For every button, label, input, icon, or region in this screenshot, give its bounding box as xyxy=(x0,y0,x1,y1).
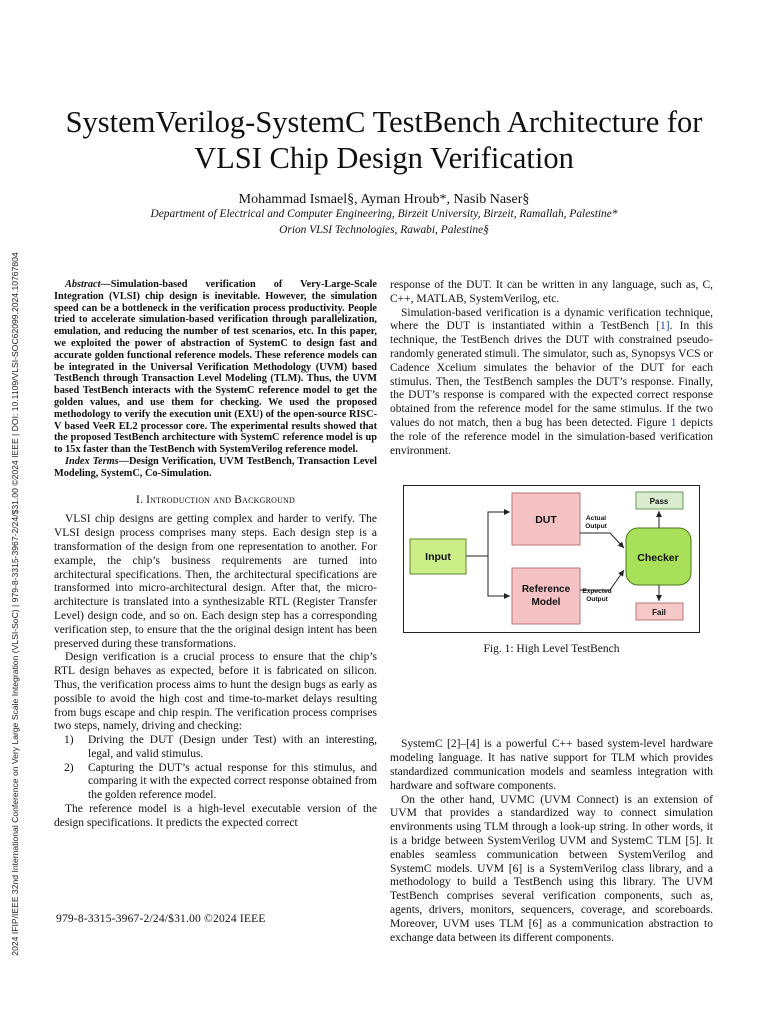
right-column xyxy=(390,279,713,945)
figure-1 xyxy=(390,484,713,718)
right-paragraph-3: SystemC [2]–[4] is a powerful C++ based system-level hardware modeling language. It has native support for TLM which provides standardized communication models and seamless integration with hardware and software components. xyxy=(390,738,713,792)
citation-link[interactable]: [1] xyxy=(656,320,670,333)
input-label: Input xyxy=(425,551,451,564)
side-strip xyxy=(8,236,22,972)
intro-paragraph-1: VLSI chip designs are getting complex and harder to verify. The VLSI design process comprises many steps. Each design step is a transformation of the design from one representation to another. For example, the chip’s business requirements are turned into architectural specifications. Then, the architectural specifications are transformed into micro-architectural design. After that, the micro-architecture is translated into a synthesizable RTL (Register Transfer Level) design code, and so on. Each design step has a corresponding verification step, to ensure that the the original design intent has been preserved during these transformations. xyxy=(54,513,377,650)
dut-label: DUT xyxy=(535,514,557,527)
checker-label: Checker xyxy=(637,552,679,565)
section-heading xyxy=(54,494,377,508)
paper-title xyxy=(40,104,728,176)
list-item-number: 1) xyxy=(64,734,74,747)
affiliation-1: Department of Electrical and Computer Engineering, Birzeit University, Birzeit, Ramallah, Palestine* xyxy=(150,208,618,220)
intro-paragraph-3: The reference model is a high-level executable version of the design specifications. It predicts the expected correct xyxy=(54,803,377,829)
right-paragraph-1: response of the DUT. It can be written in any language, such as, C, C++, MATLAB, SystemVerilog, etc. xyxy=(390,279,713,305)
verification-steps-list xyxy=(54,734,377,803)
affiliation-2: Orion VLSI Technologies, Rawabi, Palestine§ xyxy=(279,224,489,236)
list-item-text: Capturing the DUT’s actual response for this stimulus, and comparing it with the expected correct response obtained from the golden reference model. xyxy=(88,761,377,802)
actual-output-line1: Actual xyxy=(585,515,607,523)
list-item xyxy=(54,734,377,762)
right-paragraph-2-part-b: . In this technique, the TestBench drives the DUT with constrained pseudo-randomly generated stimuli. The simulator, such as, Synopsys VCS or Cadence Xcelium simulates the behavior of the DUT for each stimulus. Then, the TestBench samples the DUT’s response. Finally, the DUT’s response is compared with the expected correct response obtained from the reference model for the same stimulus. If the two values do not match, then a bug has been detected. Figure xyxy=(390,320,713,429)
left-column xyxy=(54,279,377,831)
expected-output-line1: Expected xyxy=(582,588,612,596)
testbench-diagram xyxy=(390,484,713,634)
title-line-1: SystemVerilog-SystemC TestBench Architecture for xyxy=(65,105,703,139)
right-paragraph-2 xyxy=(390,307,713,459)
list-item-text: Driving the DUT (Design under Test) with an interesting, legal, and valid stimulus. xyxy=(88,734,377,760)
actual-output-line2: Output xyxy=(585,523,607,531)
abstract-text: Simulation-based verification of Very-Large-Scale Integration (VLSI) chip design is inevitable. However, the simulation speed can be a bottleneck in the verification process productivity. People tried to accelerate simulation-based verification through parallelization, emulation, and reducing the number of test scenarios, etc. In this paper, we exploited the power of abstraction of SystemC to design fast and accurate golden functional reference models. These reference models can be integrated in the Universal Verification Methodology (UVM) based TestBench through Transaction Level Modeling (TLM). Thus, the UVM based TestBench interacts with the SystemC reference model to get the golden values, and use them for checking. We used the proposed methodology to verify the execution unit (EXU) of the open-source RISC-V based VeeR EL2 processor core. The experimental results showed that the proposed TestBench architecture with SystemC reference model is up to 15x faster than the TestBench with SystemVerilog reference model. xyxy=(54,279,377,456)
section-title: Introduction and Background xyxy=(146,493,296,506)
right-paragraph-2-part-a: Simulation-based verification is a dynamic verification technique, where the DUT is instantiated within a TestBench xyxy=(390,306,713,333)
title-line-2: VLSI Chip Design Verification xyxy=(194,141,574,175)
paper-authors: Mohammad Ismael§, Ayman Hroub*, Nasib Naser§ xyxy=(238,192,530,207)
intro-paragraph-2: Design verification is a crucial process to ensure that the chip’s RTL design behaves as expected, before it is fabricated on silicon. Thus, the verification process aims to hunt the design bugs as early as possible to avoid the high cost and time-to-market delays resulting from bugs escape and chip respin. The verification process comprises two steps, namely, driving and checking: xyxy=(54,651,377,733)
figure-link[interactable]: 1 xyxy=(670,416,677,429)
list-item-number: 2) xyxy=(64,761,74,774)
pass-label: Pass xyxy=(649,497,669,507)
right-paragraph-2-part-c: depicts the role of the reference model in the simulation-based verification environment. xyxy=(390,416,714,457)
index-terms xyxy=(54,456,377,480)
reference-label-line2: Model xyxy=(531,597,561,609)
index-terms-label: Index Terms xyxy=(65,455,119,467)
abstract-label: Abstract— xyxy=(65,279,111,290)
right-paragraph-4: On the other hand, UVMC (UVM Connect) is an extension of UVM that provides a standardized way to connect simulation environments using TLM through a look-up string. In other words, it is a bridge between SystemVerilog UVM and SystemC TLM [5]. It enables seamless communication between SystemVerilog and SystemC models. UVM [6] is a SystemVerilog class library, and a methodology to build a TestBench using this library. The UVM TestBench comprises several verification components, such as, agents, drivers, monitors, sequencers, coverage, and scoreboards. Moreover, UVM uses TLM [6] as a communication abstraction to exchange data between its different components. xyxy=(390,793,713,944)
figure-caption: Fig. 1: High Level TestBench xyxy=(483,643,620,656)
expected-output-line2: Output xyxy=(586,596,608,604)
reference-model-box xyxy=(512,568,580,624)
index-terms-text: —Design Verification, UVM TestBench, Transaction Level Modeling, SystemC, Co-Simulation. xyxy=(54,455,377,479)
reference-label-line1: Reference xyxy=(521,584,571,596)
footer-copyright: 979-8-3315-3967-2/24/$31.00 ©2024 IEEE xyxy=(56,913,266,925)
list-item xyxy=(54,762,377,803)
section-number: I. xyxy=(135,493,144,506)
abstract xyxy=(54,279,377,456)
side-strip-text: 2024 IFIP/IEEE 32nd International Conference on Very Large Scale Integration (VLSI-SoC) | 979-8-3315-3967-2/24/$31.00 ©2024 IEEE | DOI: 10.1109/VLSI-SOC62099.2024.10767804 xyxy=(10,252,20,956)
fail-label: Fail xyxy=(652,608,666,618)
